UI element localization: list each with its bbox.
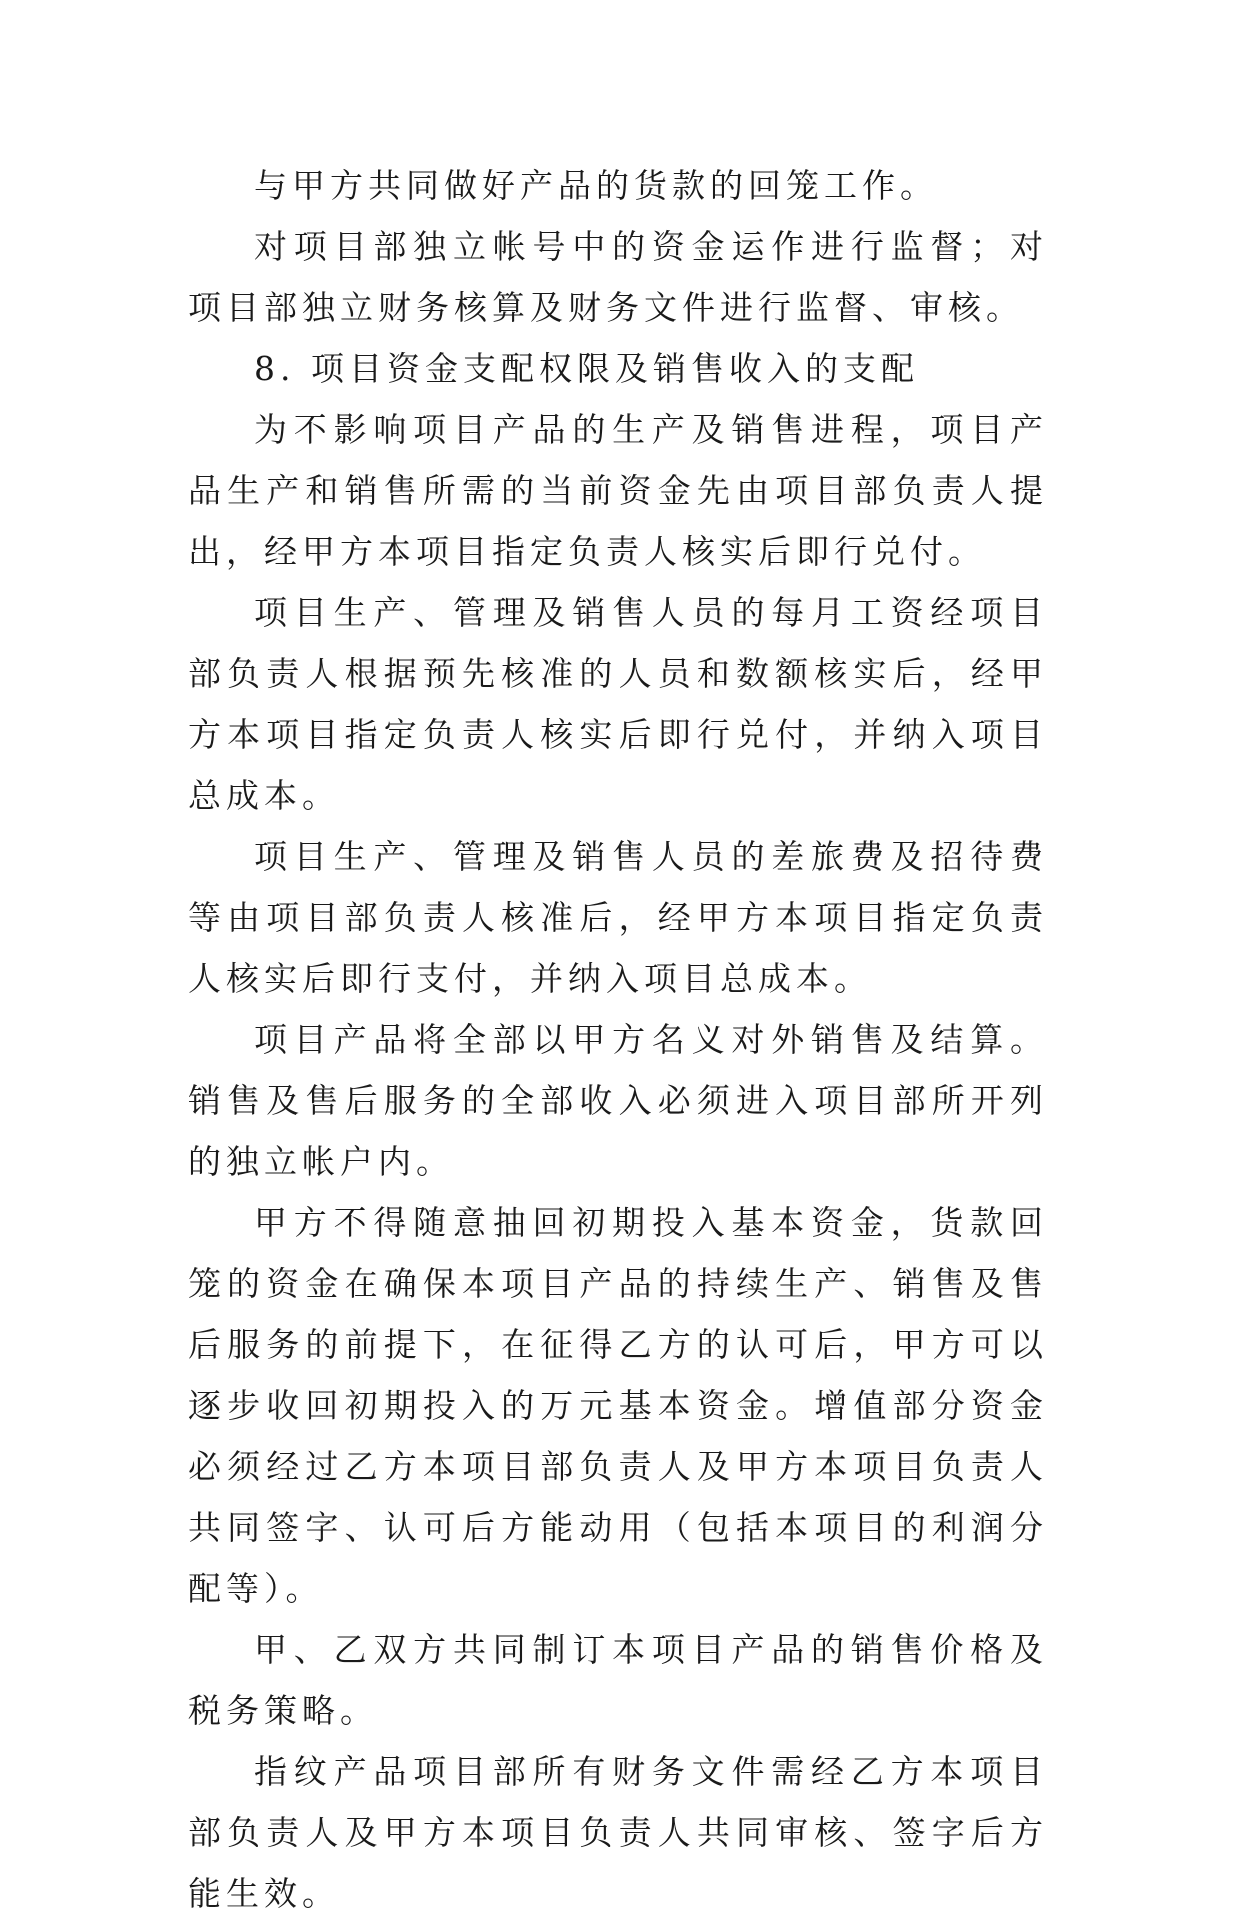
paragraph-monthly-wages: 项目生产、管理及销售人员的每月工资经项目部负责人根据预先核准的人员和数额核实后，经甲方本项目指定负责人核实后即行兑付，并纳入项目总成本。: [188, 593, 1048, 815]
document-body: [188, 155, 1048, 1924]
paragraph-payment-collection: 与甲方共同做好产品的货款的回笼工作。: [254, 166, 938, 205]
paragraph-travel-expenses: 项目生产、管理及销售人员的差旅费及招待费等由项目部负责人核准后，经甲方本项目指定负责人核实后即行支付，并纳入项目总成本。: [188, 837, 1048, 998]
paragraph-pricing-tax: 甲、乙双方共同制订本项目产品的销售价格及税务策略。: [188, 1630, 1048, 1730]
paragraph-initial-investment: 甲方不得随意抽回初期投入基本资金，货款回笼的资金在确保本项目产品的持续生产、销售及售后服务的前提下，在征得乙方的认可后，甲方可以逐步收回初期投入的万元基本资金。增值部分资金必须经过乙方本项目部负责人及甲方本项目负责人共同签字、认可后方能动用（包括本项目的利润分配等）。: [188, 1203, 1048, 1608]
paragraph-sales-settlement: 项目产品将全部以甲方名义对外销售及结算。销售及售后服务的全部收入必须进入项目部所开列的独立帐户内。: [188, 1020, 1048, 1181]
paragraph-current-funds: 为不影响项目产品的生产及销售进程，项目产品生产和销售所需的当前资金先由项目部负责人提出，经甲方本项目指定负责人核实后即行兑付。: [188, 410, 1048, 571]
paragraph-financial-documents: 指纹产品项目部所有财务文件需经乙方本项目部负责人及甲方本项目负责人共同审核、签字后方能生效。: [188, 1752, 1048, 1913]
section-heading-8: 8. 项目资金支配权限及销售收入的支配: [254, 349, 919, 388]
paragraph-fund-supervision: 对项目部独立帐号中的资金运作进行监督；对项目部独立财务核算及财务文件进行监督、审核。: [188, 227, 1048, 327]
